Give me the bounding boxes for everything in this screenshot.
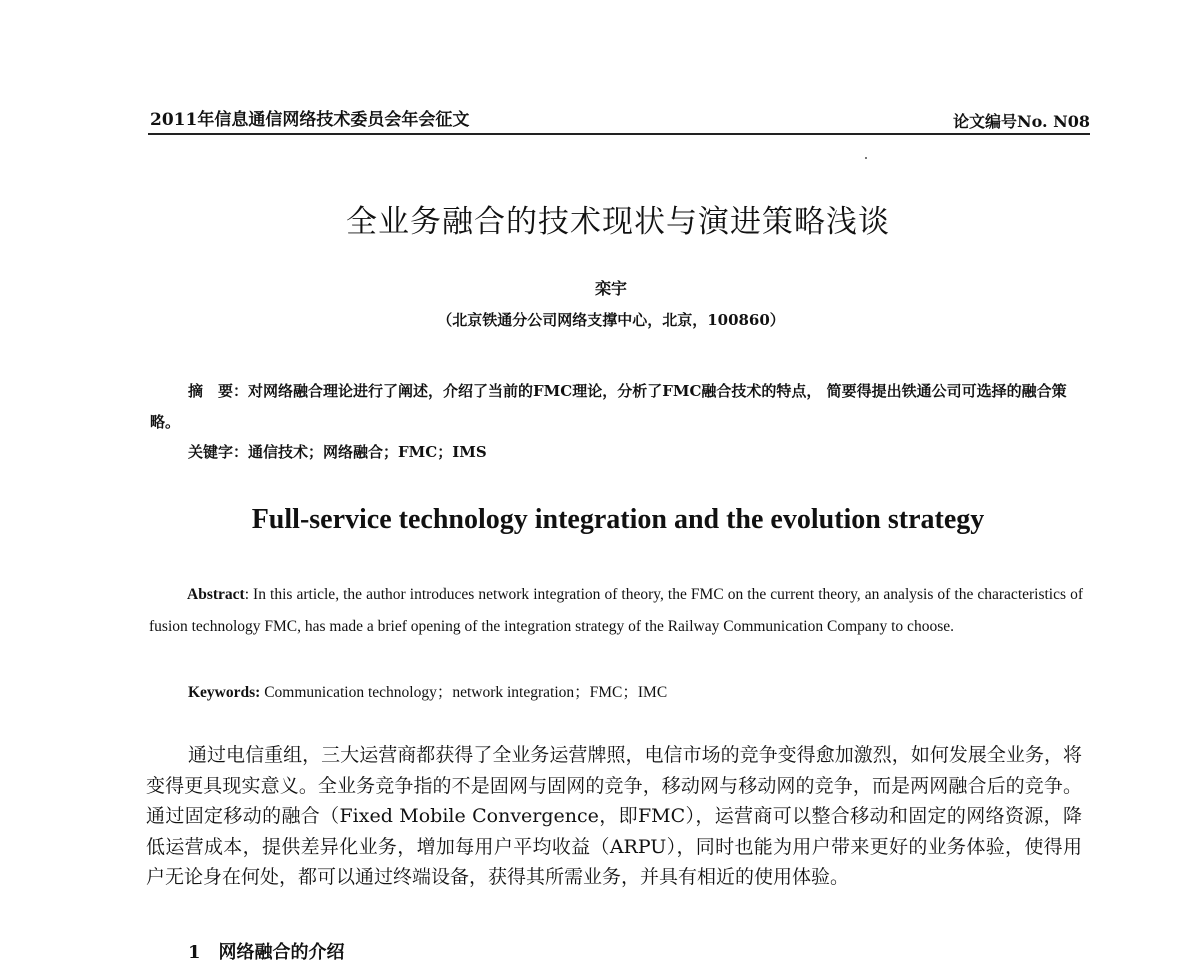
english-abstract-label: Abstract: [187, 586, 245, 603]
chinese-keywords-text: 通信技术；网络融合；FMC；IMS: [248, 443, 487, 461]
chinese-title: 全业务融合的技术现状与演进策略浅谈: [346, 204, 890, 240]
running-header: [148, 103, 1090, 135]
english-keywords-text: Communication technology；network integration；FMC；IMC: [260, 684, 668, 701]
scan-speck: [865, 157, 867, 159]
english-keywords: [188, 680, 667, 702]
chinese-keywords-label: 关键字：: [188, 443, 249, 461]
english-title: Full-service technology integration and the evolution strategy: [251, 504, 985, 535]
author-affiliation: （北京铁通分公司网络支撑中心，北京，100860）: [437, 311, 785, 329]
body-paragraph: 通过电信重组，三大运营商都获得了全业务运营牌照，电信市场的竞争变得愈加激烈，如何发展全业务，将变得更具现实意义。全业务竞争指的不是固网与固网的竞争，移动网与移动网的竞争，而是两网融合后的竞争。通过固定移动的融合（Fixed Mobile Convergence，即FMC），运营商可以整合移动和固定的网络资源，降低运营成本，提供差异化业务，增加每用户平均收益（ARPU），同时也能为用户带来更好的业务体验，使得用户无论身在何处，都可以通过终端设备，获得其所需业务，并具有相近的使用体验。: [146, 744, 1082, 888]
chinese-abstract-label: 摘 要：: [188, 382, 249, 400]
chinese-abstract: [150, 376, 1086, 438]
paper-number: 论文编号No. N08: [952, 112, 1090, 131]
english-keywords-label: Keywords:: [188, 684, 261, 701]
chinese-keywords: [188, 441, 487, 462]
english-abstract-text: : In this article, the author introduces network integration of theory, the FMC on the current theory, an analysis of the characteristics of fusion technology FMC, has made a brief opening of the integration strategy of the Railway Communication Company to choose.: [149, 586, 1083, 635]
section-heading: 1 网络融合的介绍: [188, 942, 345, 963]
author-name: 栾宇: [594, 279, 627, 298]
chinese-abstract-text: 对网络融合理论进行了阐述，介绍了当前的FMC理论，分析了FMC融合技术的特点， 简要得提出铁通公司可选择的融合策略。: [150, 382, 1067, 431]
conference-name: 2011年信息通信网络技术委员会年会征文: [150, 110, 470, 130]
english-abstract: [149, 579, 1083, 643]
